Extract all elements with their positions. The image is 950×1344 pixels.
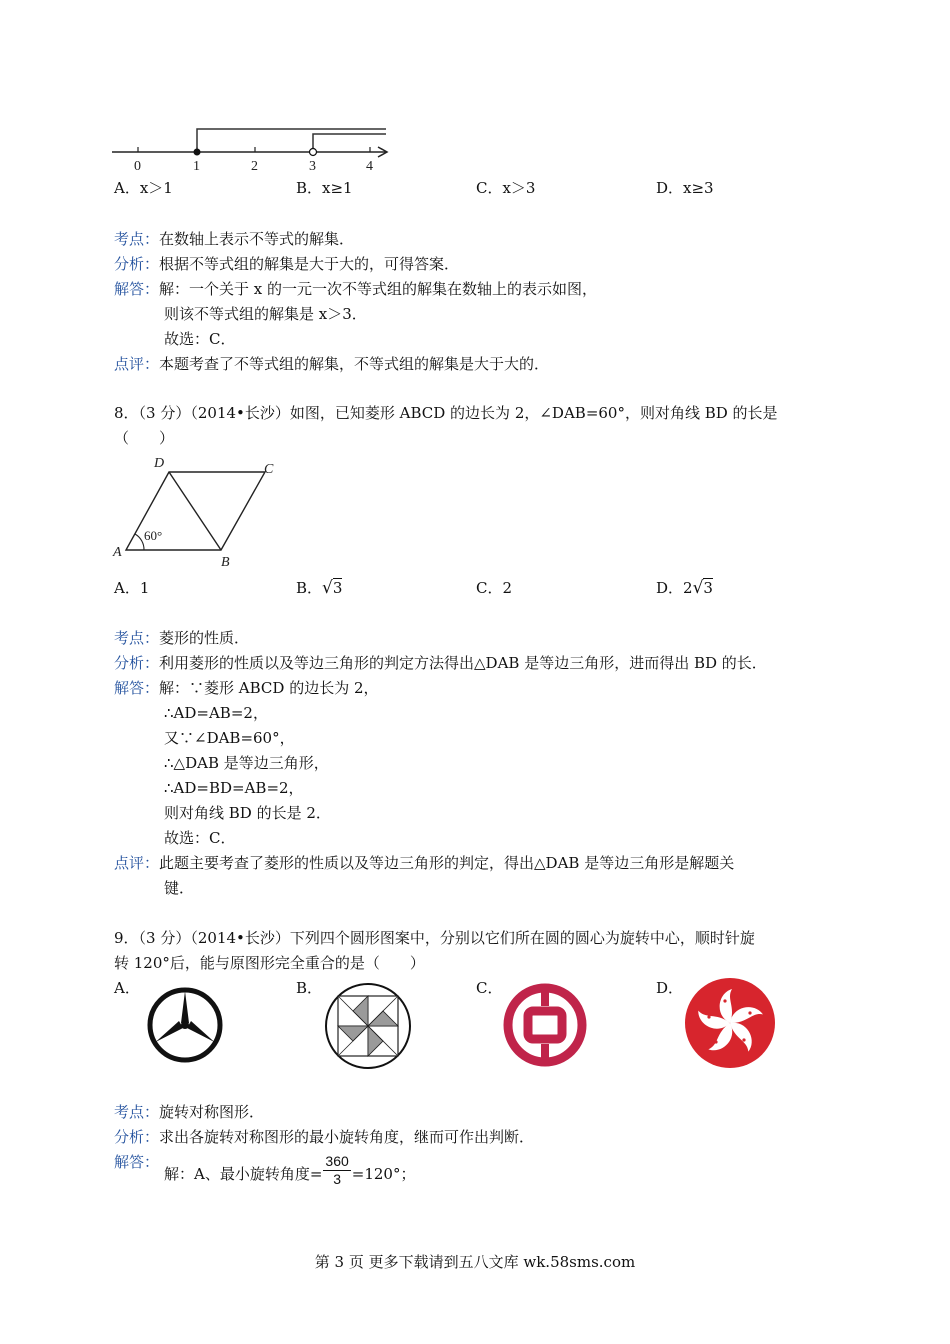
fenxi-text: 求出各旋转对称图形的最小旋转角度，继而可作出判断． <box>159 1128 535 1146</box>
q8-option-c[interactable]: C．2 <box>476 579 513 597</box>
q7-jieda-line-3: 故选：C． <box>164 330 236 348</box>
q8-jieda-line-3: 又∵∠DAB=60°， <box>164 729 295 747</box>
q9-option-d-label[interactable]: D． <box>656 979 684 997</box>
jieda-label: 解答： <box>114 1153 160 1171</box>
sqrt-sign: √ <box>692 578 704 598</box>
fenxi-label: 分析： <box>114 255 160 273</box>
fenxi-label: 分析： <box>114 654 160 672</box>
q9-jieda-label-row <box>114 1151 159 1172</box>
q7-option-d[interactable]: D．x≥3 <box>656 179 714 197</box>
q7-jieda <box>114 278 597 299</box>
q7-option-b[interactable]: B．x≥1 <box>296 179 353 197</box>
jieda-label: 解答： <box>114 679 160 697</box>
q8-kaodian <box>114 627 249 648</box>
q8-dianping-line-2: 键． <box>164 879 195 897</box>
tick-label-2: 2 <box>251 159 258 174</box>
dianping-text: 本题考查了不等式组的解集，不等式组的解集是大于大的． <box>159 355 550 373</box>
q8-stem-line-2: （ ） <box>114 429 175 447</box>
fraction-numerator: 360 <box>325 1153 349 1169</box>
q8-option-b[interactable] <box>296 577 342 598</box>
kaodian-text: 旋转对称图形． <box>159 1103 265 1121</box>
tick-label-3: 3 <box>309 159 316 174</box>
q9-fenxi <box>114 1126 534 1147</box>
q7-jieda-line-2: 则该不等式组的解集是 x＞3． <box>164 305 367 323</box>
q8-jieda-line-7: 故选：C． <box>164 829 236 847</box>
option-b-prefix: B． <box>296 579 323 597</box>
three-pointed-star-icon[interactable] <box>144 984 226 1066</box>
tick-label-1: 1 <box>193 159 200 174</box>
fenxi-text: 根据不等式组的解集是大于大的，可得答案． <box>159 255 460 273</box>
q7-fenxi <box>114 253 459 274</box>
vertex-label-a: A <box>113 545 122 560</box>
bank-coin-logo-icon[interactable] <box>500 980 590 1070</box>
number-line-figure <box>108 124 398 174</box>
fraction-denominator: 3 <box>333 1171 341 1187</box>
kaodian-label: 考点： <box>114 1103 160 1121</box>
kaodian-text: 在数轴上表示不等式的解集． <box>159 230 355 248</box>
q9-option-a-label[interactable]: A． <box>114 979 140 997</box>
angle-label: 60° <box>144 528 163 543</box>
fenxi-label: 分析： <box>114 1128 160 1146</box>
q7-option-a[interactable]: A．x＞1 <box>114 179 173 197</box>
jieda-prefix: 解：A、最小旋转角度= <box>164 1165 323 1183</box>
dianping-line-1: 此题主要考查了菱形的性质以及等边三角形的判定，得出△DAB 是等边三角形是解题关 <box>159 854 735 872</box>
q8-jieda-line-2: ∴AD=AB=2， <box>164 704 268 722</box>
q9-stem-line-1: 9．（3 分）（2014•长沙）下列四个圆形图案中，分别以它们所在圆的圆心为旋转中心，顺时针旋 <box>114 929 755 947</box>
q7-kaodian <box>114 228 354 249</box>
q8-option-a[interactable]: A．1 <box>114 579 150 597</box>
kaodian-label: 考点： <box>114 629 160 647</box>
q9-option-c-label[interactable]: C． <box>476 979 503 997</box>
q8-option-d[interactable] <box>656 577 713 598</box>
jieda-suffix: =120°； <box>351 1165 416 1183</box>
vertex-label-d: D <box>154 456 165 471</box>
jieda-line-1: 解：∵菱形 ABCD 的边长为 2， <box>159 679 379 697</box>
vertex-label-c: C <box>264 462 274 477</box>
q8-jieda-line-6: 则对角线 BD 的长是 2． <box>164 804 331 822</box>
kaodian-label: 考点： <box>114 230 160 248</box>
page-footer: 第 3 页 更多下载请到五八文库 wk.58sms.com <box>314 1253 636 1271</box>
jieda-label: 解答： <box>114 280 160 298</box>
tick-label-0: 0 <box>134 159 141 174</box>
dianping-label: 点评： <box>114 854 160 872</box>
q7-option-c[interactable]: C．x＞3 <box>476 179 536 197</box>
fenxi-text: 利用菱形的性质以及等边三角形的判定方法得出△DAB 是等边三角形，进而得出 BD 的长． <box>159 654 767 672</box>
q8-jieda-line-4: ∴△DAB 是等边三角形， <box>164 754 329 772</box>
q7-dianping <box>114 353 549 374</box>
sqrt-radicand: 3 <box>332 579 343 597</box>
q9-option-b-label[interactable]: B． <box>296 979 323 997</box>
kaodian-text: 菱形的性质． <box>159 629 250 647</box>
q8-dianping <box>114 852 734 873</box>
tick-label-4: 4 <box>366 159 373 174</box>
rhombus-figure <box>108 450 288 572</box>
fraction <box>323 1153 350 1188</box>
vertex-label-b: B <box>221 555 230 570</box>
q8-fenxi <box>114 652 767 673</box>
q8-jieda <box>114 677 379 698</box>
jieda-line-1: 解：一个关于 x 的一元一次不等式组的解集在数轴上的表示如图， <box>159 280 598 298</box>
q8-jieda-line-5: ∴AD=BD=AB=2， <box>164 779 304 797</box>
sqrt-sign: √ <box>322 578 333 598</box>
q9-stem-line-2: 转 120°后，能与原图形完全重合的是（ ） <box>114 954 425 972</box>
pinwheel-icon[interactable] <box>322 980 414 1072</box>
q8-stem-line-1: 8．（3 分）（2014•长沙）如图，已知菱形 ABCD 的边长为 2，∠DAB=60°，则对角线 BD 的长是 <box>114 404 778 422</box>
q9-kaodian <box>114 1101 264 1122</box>
sqrt-radicand: 3 <box>703 579 713 597</box>
option-d-prefix: D．2 <box>656 579 693 597</box>
bauhinia-flower-icon[interactable] <box>684 977 776 1069</box>
dianping-label: 点评： <box>114 355 160 373</box>
q9-jieda-line-1 <box>164 1153 415 1193</box>
